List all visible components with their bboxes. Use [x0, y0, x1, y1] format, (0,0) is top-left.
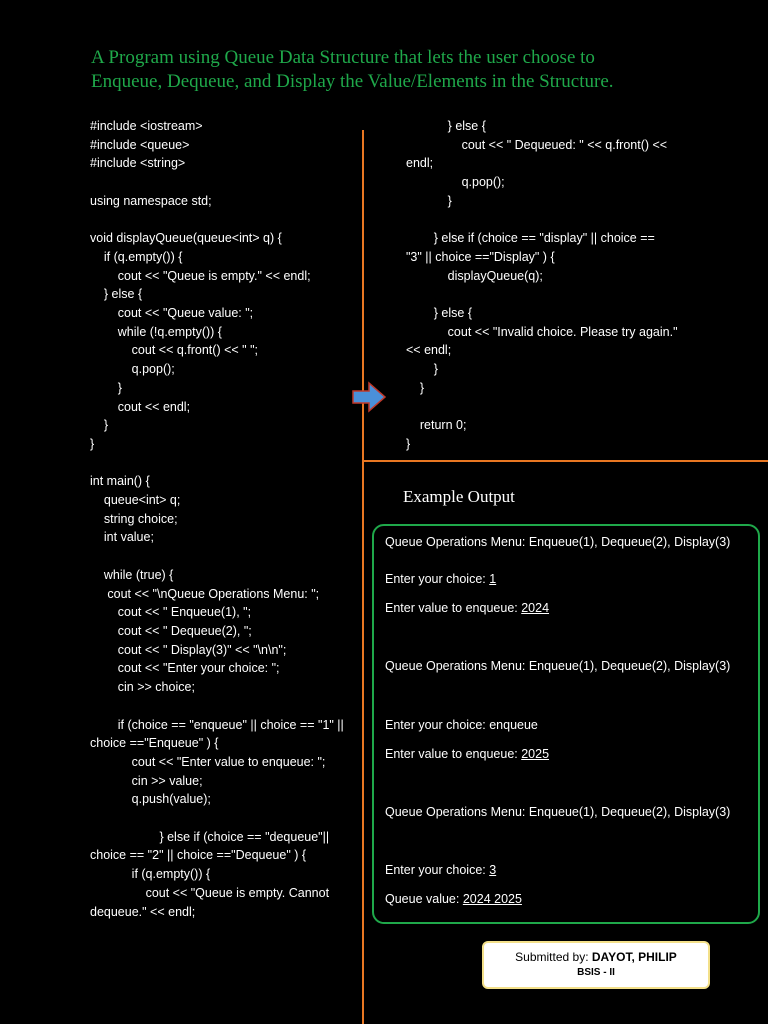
title-line-1: A Program using Queue Data Structure that lets the user choose to	[91, 47, 595, 68]
right-arrow-icon	[352, 381, 386, 413]
submitted-by-line	[484, 950, 708, 964]
output-line	[385, 601, 549, 615]
output-value: 1	[489, 572, 497, 586]
output-label: Enter your choice:	[385, 863, 490, 877]
program-label: BSIS - II	[577, 967, 615, 978]
output-value: 2024	[521, 601, 550, 615]
example-output-title: Example Output	[403, 487, 515, 506]
vertical-divider	[362, 130, 364, 1024]
code-block-right: } else { cout << " Dequeued: " << q.front() << endl; q.pop(); } } else if (choice == "display" || choice == "3" || choice =="Display" ) { displayQueue(q); } else { cout << "Invalid choice. Please try again." << endl; } } return 0; }	[406, 119, 678, 451]
submitted-label: Submitted by:	[515, 950, 592, 964]
output-line	[385, 863, 496, 877]
output-label: Queue Operations Menu: Enqueue(1), Dequeue(2), Display(3)	[385, 535, 731, 549]
output-line	[385, 659, 730, 673]
output-line	[385, 572, 496, 586]
output-value: 3	[489, 863, 497, 877]
title-line-2: Enqueue, Dequeue, and Display the Value/Elements in the Structure.	[91, 71, 614, 92]
output-label: Enter value to enqueue:	[385, 747, 522, 761]
output-line	[385, 535, 730, 549]
submitted-by-card	[482, 941, 710, 989]
output-line	[385, 892, 522, 906]
output-label: Queue Operations Menu: Enqueue(1), Dequeue(2), Display(3)	[385, 805, 731, 819]
output-value: 2025	[521, 747, 550, 761]
output-value: 2024 2025	[462, 892, 522, 906]
code-block-left: #include <iostream> #include <queue> #include <string> using namespace std; void displayQueue(queue<int> q) { if (q.empty()) { cout << "Queue is empty." << endl; } else { cout << "Queue value: "; while (!q.empty()) { cout << q.front() << " "; q.pop(); } cout << endl; } } int main() { queue<int> q; string choice; int value; while (true) { cout << "\nQueue Operations Menu: "; cout << " Enqueue(1), "; cout << " Dequeue(2), "; cout << " Display(3)" << "\n\n"; cout << "Enter your choice: "; cin >> choice; if (choice == "enqueue" || choice == "1" || choice =="Enqueue" ) { cout << "Enter value to enqueue: "; cin >> value; q.push(value); } else if (choice == "dequeue"|| choice == "2" || choice =="Dequeue" ) { if (q.empty()) { cout << "Queue is empty. Cannot dequeue." << endl;	[90, 119, 344, 919]
output-label: Enter your choice:	[385, 572, 490, 586]
horizontal-divider	[364, 460, 768, 462]
output-label: Enter value to enqueue:	[385, 601, 522, 615]
output-label: Enter your choice: enqueue	[385, 718, 538, 732]
output-label: Queue Operations Menu: Enqueue(1), Dequeue(2), Display(3)	[385, 659, 731, 673]
output-line	[385, 747, 549, 761]
output-line	[385, 805, 730, 819]
author-name: DAYOT, PHILIP	[591, 950, 677, 964]
page-title	[91, 46, 731, 94]
output-line	[385, 718, 538, 732]
output-label: Queue value:	[385, 892, 463, 906]
